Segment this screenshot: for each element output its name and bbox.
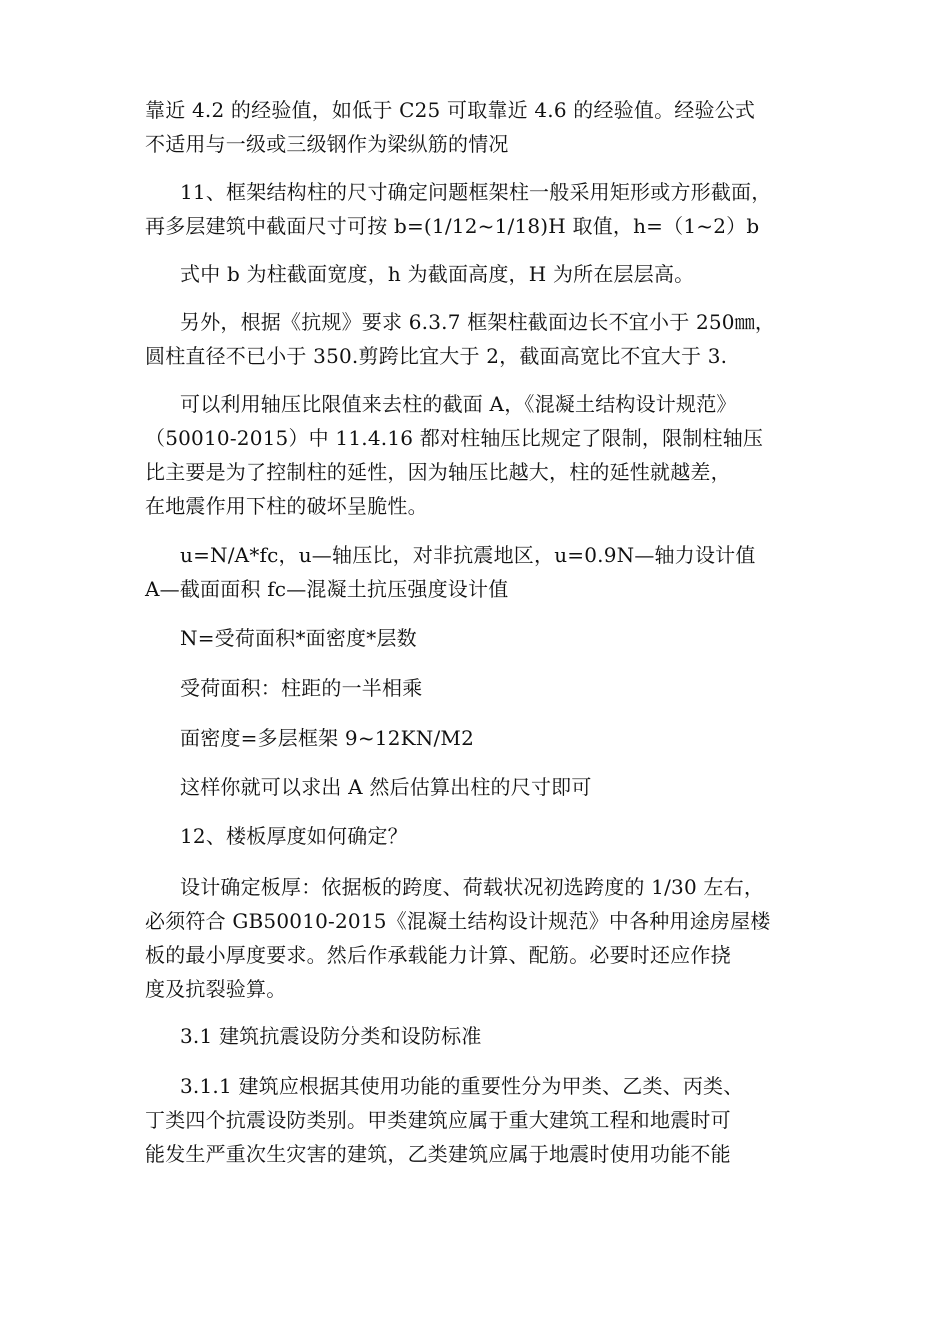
text-line: 在地震作用下柱的破坏呈脆性。	[145, 494, 428, 518]
text-line: 圆柱直径不已小于 350.剪跨比宜大于 2，截面高宽比不宜大于 3.	[145, 344, 728, 368]
text-line: 式中 b 为柱截面宽度，h 为截面高度，H 为所在层层高。	[180, 262, 695, 286]
text-line: 不适用与一级或三级钢作为梁纵筋的情况	[145, 132, 509, 156]
text-line: 能发生严重次生灾害的建筑，乙类建筑应属于地震时使用功能不能	[145, 1142, 731, 1166]
text-line: u=N/A*fc，u—轴压比，对非抗震地区，u=0.9N—轴力设计值	[180, 543, 756, 567]
text-line: N=受荷面积*面密度*层数	[180, 626, 417, 650]
text-line: 丁类四个抗震设防类别。甲类建筑应属于重大建筑工程和地震时可	[145, 1108, 731, 1132]
section-heading: 3.1 建筑抗震设防分类和设防标准	[180, 1024, 482, 1048]
text-line: 11、框架结构柱的尺寸确定问题框架柱一般采用矩形或方形截面，	[180, 180, 772, 204]
text-line: 受荷面积：柱距的一半相乘	[180, 676, 423, 700]
text-line: 设计确定板厚：依据板的跨度、荷载状况初选跨度的 1/30 左右，	[180, 875, 765, 899]
text-line: 度及抗裂验算。	[145, 977, 287, 1001]
text-line: 靠近 4.2 的经验值，如低于 C25 可取靠近 4.6 的经验值。经验公式	[145, 98, 756, 122]
text-line: 12、楼板厚度如何确定？	[180, 824, 408, 848]
text-line: 比主要是为了控制柱的延性，因为轴压比越大，柱的延性就越差，	[145, 460, 731, 484]
text-line: 这样你就可以求出 A 然后估算出柱的尺寸即可	[180, 775, 592, 799]
text-line: （50010-2015）中 11.4.16 都对柱轴压比规定了限制，限制柱轴压	[145, 426, 764, 450]
text-line: 必须符合 GB50010-2015《混凝土结构设计规范》中各种用途房屋楼	[145, 909, 771, 933]
text-line: 另外，根据《抗规》要求 6.3.7 框架柱截面边长不宜小于 250㎜，	[180, 310, 776, 334]
text-line: A—截面面积 fc—混凝土抗压强度设计值	[145, 577, 509, 601]
text-line: 面密度=多层框架 9~12KN/M2	[180, 726, 475, 750]
text-line: 再多层建筑中截面尺寸可按 b=(1/12~1/18)H 取值，h=（1~2）b	[145, 214, 760, 238]
text-line: 板的最小厚度要求。然后作承载能力计算、配筋。必要时还应作挠	[145, 943, 731, 967]
text-line: 可以利用轴压比限值来去柱的截面 A，《混凝土结构设计规范》	[180, 392, 737, 416]
text-line: 3.1.1 建筑应根据其使用功能的重要性分为甲类、乙类、丙类、	[180, 1074, 744, 1098]
